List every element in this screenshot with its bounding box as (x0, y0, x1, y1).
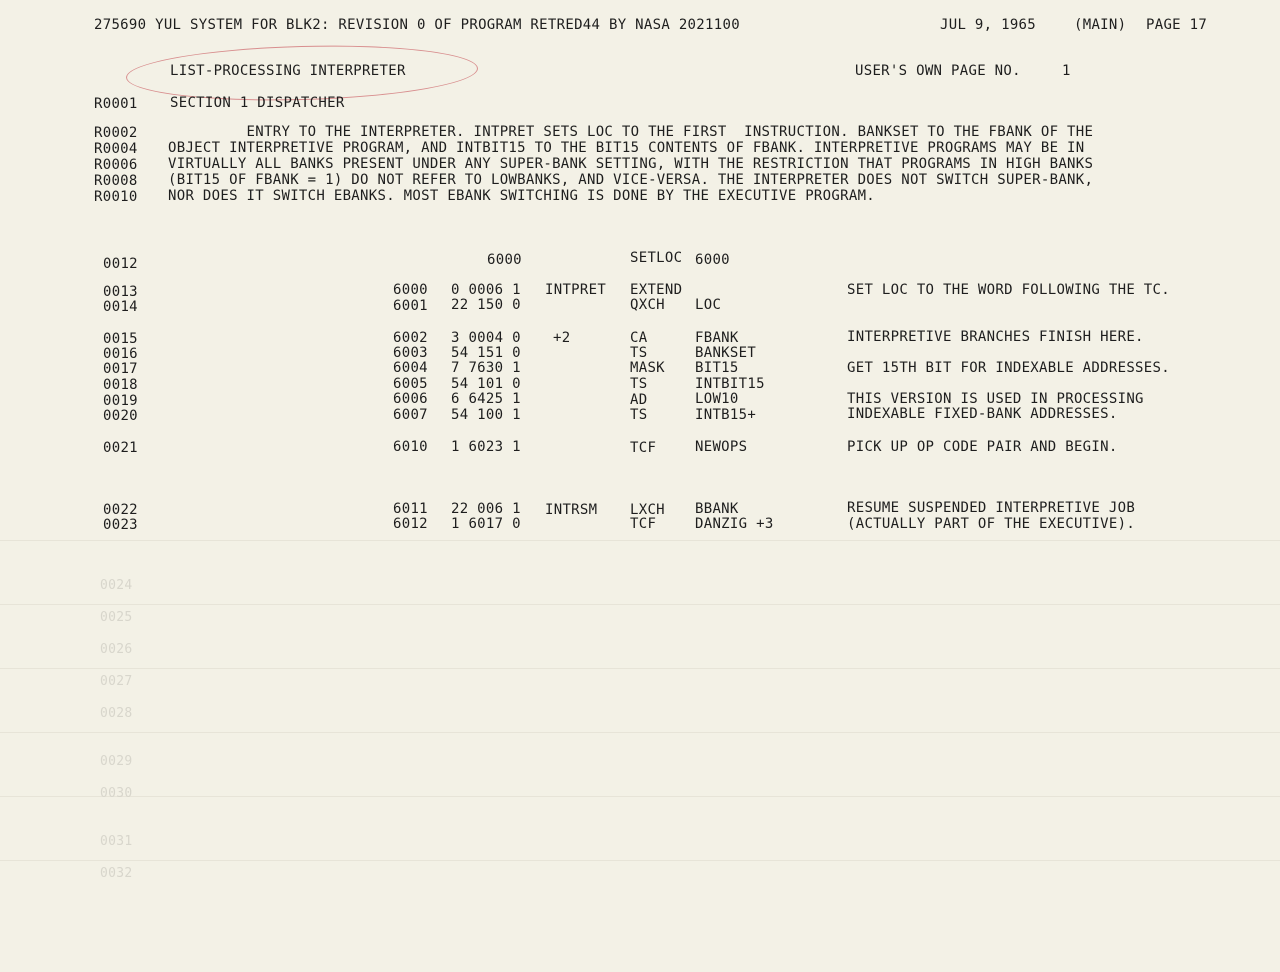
line-number: 0015 (103, 331, 138, 347)
remark-line-id: R0010 (94, 189, 138, 205)
remark-text: (BIT15 OF FBANK = 1) DO NOT REFER TO LOWBANKS, AND VICE-VERSA. THE INTERPRETER DOES NOT SWITCH SUPER-BANK, (168, 172, 1094, 188)
line-number: 0018 (103, 377, 138, 393)
opcode: TS (630, 376, 648, 392)
address: 6004 (393, 360, 428, 376)
address: 6012 (393, 516, 428, 532)
opcode: TS (630, 345, 648, 361)
comment: GET 15TH BIT FOR INDEXABLE ADDRESSES. (847, 360, 1170, 376)
assembled-word: 6 6425 1 (451, 391, 521, 407)
line-number: 0017 (103, 361, 138, 377)
opcode: CA (630, 330, 648, 346)
address: 6003 (393, 345, 428, 361)
opcode: SETLOC (630, 250, 683, 266)
comment: SET LOC TO THE WORD FOLLOWING THE TC. (847, 282, 1170, 298)
address: 6002 (393, 330, 428, 346)
address: 6011 (393, 501, 428, 517)
line-number: 0014 (103, 299, 138, 315)
line-number: 0012 (103, 256, 138, 272)
remark-line-id: R0008 (94, 173, 138, 189)
label: INTPRET (545, 282, 607, 298)
assembled-word: 3 0004 0 (451, 330, 521, 346)
assembled-word: 6000 (487, 252, 522, 268)
line-number: 0013 (103, 284, 138, 300)
line-number: 0019 (103, 393, 138, 409)
operand: BBANK (695, 501, 739, 517)
opcode: LXCH (630, 502, 665, 518)
operand: LOW10 (695, 391, 739, 407)
assembled-word: 54 100 1 (451, 407, 521, 423)
remark-text: VIRTUALLY ALL BANKS PRESENT UNDER ANY SUPER-BANK SETTING, WITH THE RESTRICTION THAT PROGRAMS IN HIGH BANKS (168, 156, 1094, 172)
operand: BANKSET (695, 345, 757, 361)
section-title: SECTION 1 DISPATCHER (170, 95, 345, 111)
line-number: 0021 (103, 440, 138, 456)
line-number: 0023 (103, 517, 138, 533)
address: 6000 (393, 282, 428, 298)
comment: (ACTUALLY PART OF THE EXECUTIVE). (847, 516, 1136, 532)
address: 6005 (393, 376, 428, 392)
opcode: EXTEND (630, 282, 683, 298)
assembled-word: 7 7630 1 (451, 360, 521, 376)
remark-line-id: R0004 (94, 141, 138, 157)
opcode: AD (630, 392, 648, 408)
comment: RESUME SUSPENDED INTERPRETIVE JOB (847, 500, 1136, 516)
assembled-word: 22 006 1 (451, 501, 521, 517)
opcode: MASK (630, 360, 665, 376)
line-number: 0020 (103, 408, 138, 424)
assembled-word: 1 6023 1 (451, 439, 521, 455)
printout-page: 0024 0025 0026 0027 0028 0029 0030 0031 0032 275690 YUL SYSTEM FOR BLK2: REVISION 0 OF PROGRAM RETRED44 BY NASA 2021100 JUL 9, 1965 (MAIN) PAGE 17 LIST-PROCESSING INTERPRETER USER'S OWN PAGE NO. 1 R0001 SECTION 1 DISPATCHER R0002 ENTRY TO THE INTERPRETER. INTPRET SETS LOC TO THE FIRST INSTRUCTION. BANKSET TO THE FBANK OF THE R0004 OBJECT INTERPRETIVE PROGRAM, AND INTBIT15 TO THE BIT15 CONTENTS OF FBANK. INTERPRETIVE PROGRAMS MAY BE IN R0006 VIRTUALLY ALL BANKS PRESENT UNDER ANY SUPER-BANK SETTING, WITH THE RESTRICTION THAT PROGRAMS IN HIGH BANKS R0008 (BIT15 OF FBANK = 1) DO NOT REFER TO LOWBANKS, AND VICE-VERSA. THE INTERPRETER DOES NOT SWITCH SUPER-BANK, R0010 NOR DOES IT SWITCH EBANKS. MOST EBANK SWITCHING IS DONE BY THE EXECUTIVE PROGRAM. 0012 6000 SETLOC 6000 0013 6000 0 0006 1 INTPRET EXTEND SET LOC TO THE WORD FOLLOWING THE TC. 0014 6001 22 150 0 QXCH LOC 0015 6002 3 0004 0 +2 CA FBANK INTERPRETIVE BRANCHES FINISH HERE. 0016 6003 54 151 0 TS BANKSET 0017 6004 7 7630 1 MASK BIT15 GET 15TH BIT FOR INDEXABLE ADDRESSES. 0018 6005 54 101 0 TS INTBIT15 0019 6006 6 6425 1 AD LOW10 THIS VERSION IS USED IN PROCESSING 0020 6007 54 100 1 TS INTB15+ INDEXABLE FIXED-BANK ADDRESSES. 0021 6010 1 6023 1 TCF NEWOPS PICK UP OP CODE PAIR AND BEGIN. 0022 6011 22 006 1 INTRSM LXCH BBANK RESUME SUSPENDED INTERPRETIVE JOB 0023 6012 1 6017 0 TCF DANZIG +3 (ACTUALLY PART OF THE EXECUTIVE). (0, 0, 1280, 972)
address: 6010 (393, 439, 428, 455)
header-date: JUL 9, 1965 (940, 17, 1037, 33)
label: INTRSM (545, 502, 598, 518)
address: 6006 (393, 391, 428, 407)
remark-line-id: R0006 (94, 157, 138, 173)
operand: NEWOPS (695, 439, 748, 455)
assembled-word: 22 150 0 (451, 297, 521, 313)
operand: FBANK (695, 330, 739, 346)
comment: PICK UP OP CODE PAIR AND BEGIN. (847, 439, 1118, 455)
users-page-number: 1 (1062, 63, 1071, 79)
operand: 6000 (695, 252, 730, 268)
operand: INTBIT15 (695, 376, 765, 392)
section-line-id: R0001 (94, 96, 138, 112)
operand: BIT15 (695, 360, 739, 376)
opcode: TCF (630, 440, 657, 456)
label: +2 (553, 330, 571, 346)
operand: INTB15+ (695, 407, 757, 423)
users-page-label: USER'S OWN PAGE NO. (855, 63, 1021, 79)
header-main: (MAIN) (1074, 17, 1127, 33)
opcode: TCF (630, 516, 657, 532)
header-program-info: 275690 YUL SYSTEM FOR BLK2: REVISION 0 OF PROGRAM RETRED44 BY NASA 2021100 (94, 17, 740, 33)
remark-line-id: R0002 (94, 125, 138, 141)
assembled-word: 0 0006 1 (451, 282, 521, 298)
line-number: 0016 (103, 346, 138, 362)
address: 6001 (393, 298, 428, 314)
comment: INTERPRETIVE BRANCHES FINISH HERE. (847, 329, 1144, 345)
page-title: LIST-PROCESSING INTERPRETER (170, 63, 406, 79)
remark-text: NOR DOES IT SWITCH EBANKS. MOST EBANK SWITCHING IS DONE BY THE EXECUTIVE PROGRAM. (168, 188, 876, 204)
opcode: TS (630, 407, 648, 423)
opcode: QXCH (630, 297, 665, 313)
comment: THIS VERSION IS USED IN PROCESSING (847, 391, 1144, 407)
line-number: 0022 (103, 502, 138, 518)
assembled-word: 54 101 0 (451, 376, 521, 392)
operand: DANZIG +3 (695, 516, 774, 532)
operand: LOC (695, 297, 722, 313)
remark-text: ENTRY TO THE INTERPRETER. INTPRET SETS LOC TO THE FIRST INSTRUCTION. BANKSET TO THE FBANK OF THE (168, 124, 1094, 140)
comment: INDEXABLE FIXED-BANK ADDRESSES. (847, 406, 1118, 422)
assembled-word: 1 6017 0 (451, 516, 521, 532)
assembled-word: 54 151 0 (451, 345, 521, 361)
remark-text: OBJECT INTERPRETIVE PROGRAM, AND INTBIT15 TO THE BIT15 CONTENTS OF FBANK. INTERPRETIVE PROGRAMS MAY BE IN (168, 140, 1085, 156)
address: 6007 (393, 407, 428, 423)
header-page-number: PAGE 17 (1146, 17, 1208, 33)
